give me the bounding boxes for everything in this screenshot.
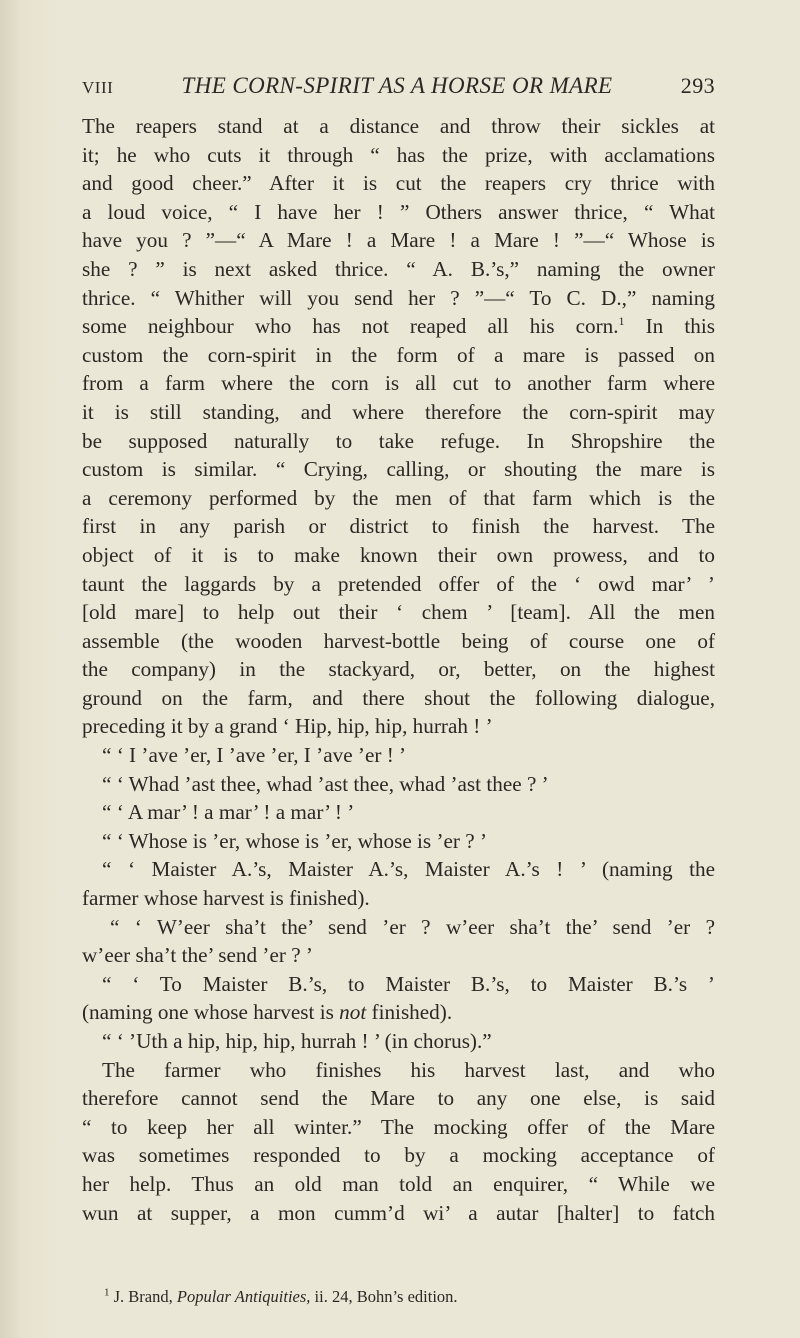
line-text: first in any parish or district to finish the harvest. The xyxy=(82,514,715,539)
line-text: object of it is to make known their own prowess, and to xyxy=(82,542,715,567)
line-text: be supposed naturally to take refuge. In Shropshire the xyxy=(82,428,715,453)
line-text: some neighbour who has not reaped all his corn. xyxy=(82,314,619,339)
line-text: custom is similar. “ Crying, calling, or shouting the mare is xyxy=(82,457,715,482)
footnote-rest: ii. 24, Bohn’s edition. xyxy=(314,1287,458,1306)
text-line xyxy=(82,484,715,513)
line-text: farmer whose harvest is finished). xyxy=(82,886,370,911)
line-text: [old mare] to help out their ‘ chem ’ [team]. All the men xyxy=(82,600,715,625)
line-text: the company) in the stackyard, or, better, on the highest xyxy=(82,657,715,682)
text-line xyxy=(82,913,715,942)
footnote-marker: 1 xyxy=(104,1286,110,1299)
italic-word: not xyxy=(339,1000,367,1025)
text-line xyxy=(82,798,715,827)
line-text: “ ‘ I ’ave ’er, I ’ave ’er, I ’ave ’er ! ’ xyxy=(102,743,407,768)
text-line xyxy=(82,226,715,255)
line-text: preceding it by a grand ‘ Hip, hip, hip, hurrah ! ’ xyxy=(82,714,493,739)
line-text-cont: In this xyxy=(624,314,715,339)
line-text: “ ‘ A mar’ ! a mar’ ! a mar’ ! ’ xyxy=(102,800,355,825)
line-text: from a farm where the corn is all cut to another farm where xyxy=(82,371,715,396)
page-number: 293 xyxy=(680,73,715,98)
text-line xyxy=(82,970,715,999)
text-line xyxy=(82,998,715,1027)
text-line xyxy=(82,570,715,599)
text-line xyxy=(82,1056,715,1085)
line-text: she ? ” is next asked thrice. “ A. B.’s,” naming the owner xyxy=(82,256,715,281)
text-line xyxy=(82,312,715,341)
text-line xyxy=(82,512,715,541)
line-text: thrice. “ Whither will you send her ? ”—“ To C. D.,” naming xyxy=(82,285,715,310)
line-text: “ to keep her all winter.” The mocking offer of the Mare xyxy=(82,1114,715,1139)
text-line xyxy=(82,169,715,198)
text-line xyxy=(82,684,715,713)
line-text: The farmer who finishes his harvest last, and who xyxy=(102,1057,715,1082)
line-text: “ ‘ Whose is ’er, whose is ’er, whose is ’er ? ’ xyxy=(102,828,488,853)
body-text xyxy=(82,112,715,1227)
text-line xyxy=(82,369,715,398)
text-line xyxy=(82,655,715,684)
line-text: (naming one whose harvest is xyxy=(82,1000,340,1025)
line-text: therefore cannot send the Mare to any one else, is said xyxy=(82,1086,715,1111)
line-text: The reapers stand at a distance and throw their sickles at xyxy=(82,114,715,138)
text-line xyxy=(82,255,715,284)
line-text: “ ‘ Maister A.’s, Maister A.’s, Maister A.’s ! ’ (naming the xyxy=(102,857,715,882)
line-text: “ ‘ ’Uth a hip, hip, hip, hurrah ! ’ (in chorus).” xyxy=(102,1029,492,1053)
text-line xyxy=(82,770,715,799)
line-text: and good cheer.” After it is cut the reapers cry thrice with xyxy=(82,171,715,196)
text-line xyxy=(82,541,715,570)
text-line xyxy=(82,112,715,141)
line-text: “ ‘ To Maister B.’s, to Maister B.’s, to Maister B.’s ’ xyxy=(102,971,715,996)
text-line xyxy=(82,712,715,741)
chapter-number: VIII xyxy=(82,78,114,97)
line-text: assemble (the wooden harvest-bottle being of course one of xyxy=(82,628,715,653)
text-line xyxy=(82,1141,715,1170)
line-text: a loud voice, “ I have her ! ” Others answer thrice, “ What xyxy=(82,199,715,224)
text-line xyxy=(82,398,715,427)
footnote xyxy=(82,1287,715,1307)
line-text: wun at supper, a mon cumm’d wi’ a autar [halter] to fatch xyxy=(82,1200,715,1225)
line-text: have you ? ”—“ A Mare ! a Mare ! a Mare ! ”—“ Whose is xyxy=(82,228,715,253)
text-line xyxy=(82,455,715,484)
text-line xyxy=(82,1170,715,1199)
text-line xyxy=(82,598,715,627)
line-text: her help. Thus an old man told an enquirer, “ While we xyxy=(82,1171,715,1196)
text-line xyxy=(82,627,715,656)
line-text-cont: finished). xyxy=(366,1000,453,1025)
text-line xyxy=(82,284,715,313)
line-text: ground on the farm, and there shout the following dialogue, xyxy=(82,685,715,710)
text-line xyxy=(82,855,715,884)
running-title: THE CORN-SPIRIT AS A HORSE OR MARE xyxy=(181,73,613,98)
line-text: taunt the laggards by a pretended offer of the ‘ owd mar’ ’ xyxy=(82,571,715,596)
footnote-ref: 1 xyxy=(618,314,625,329)
footnote-author: J. Brand, xyxy=(113,1287,173,1306)
text-line xyxy=(82,1027,715,1056)
line-text: a ceremony performed by the men of that farm which is the xyxy=(82,485,715,510)
text-line xyxy=(82,1113,715,1142)
running-header xyxy=(82,73,715,99)
line-text: was sometimes responded to by a mocking acceptance of xyxy=(82,1143,715,1168)
text-line xyxy=(82,341,715,370)
line-text: “ ‘ W’eer sha’t the’ send ’er ? w’eer sha’t the’ send ’er ? xyxy=(110,914,715,939)
text-line xyxy=(82,941,715,970)
line-text: w’eer sha’t the’ send ’er ? ’ xyxy=(82,943,313,968)
text-line xyxy=(82,884,715,913)
line-text: it; he who cuts it through “ has the prize, with acclamations xyxy=(82,142,715,167)
text-line xyxy=(82,198,715,227)
line-text: “ ‘ Whad ’ast thee, whad ’ast thee, whad ’ast thee ? ’ xyxy=(102,771,549,796)
line-text: custom the corn-spirit in the form of a mare is passed on xyxy=(82,342,715,367)
text-line xyxy=(82,741,715,770)
text-line xyxy=(82,141,715,170)
line-text: it is still standing, and where therefore the corn-spirit may xyxy=(82,399,715,424)
footnote-work: Popular Antiquities, xyxy=(176,1287,311,1306)
text-line xyxy=(82,827,715,856)
text-line xyxy=(82,1199,715,1228)
text-line xyxy=(82,427,715,456)
text-line xyxy=(82,1084,715,1113)
